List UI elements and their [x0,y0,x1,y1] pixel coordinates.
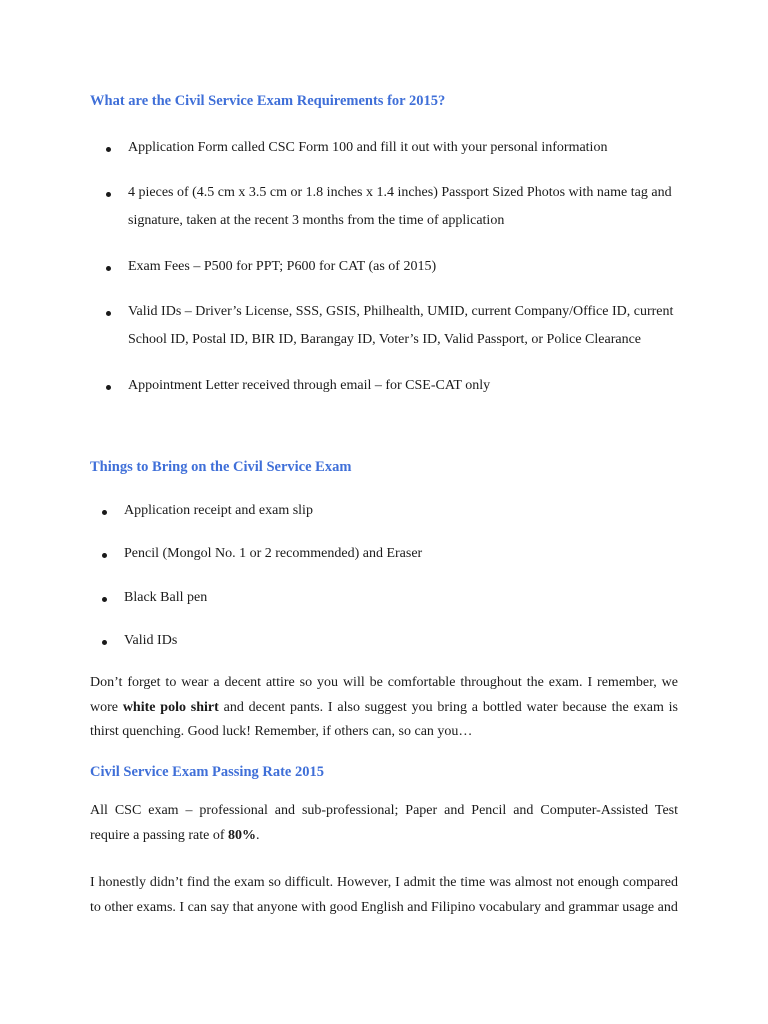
bullet-icon [106,192,111,197]
list-item-text: Application Form called CSC Form 100 and fill it out with your personal information [128,140,608,155]
things-to-bring-heading: Things to Bring on the Civil Service Exam [90,459,352,475]
paragraph-text: and decent pants. I also suggest you bring a bottled water because the exam is thirst quenching. Good luck! Remember, if others can, so can you… [90,699,678,739]
bullet-icon [106,266,111,271]
list-item-text: Valid IDs [124,633,178,648]
list-item-text: School ID, Postal ID, BIR ID, Barangay ID, Voter’s ID, Valid Passport, or Police Clearance [128,332,641,347]
paragraph-text: All CSC exam – professional and sub-professional; Paper and Pencil and Computer-Assisted Test require a passing rate of [90,803,678,843]
paragraph-bold-text: white polo shirt [122,699,219,715]
list-item-text: signature, taken at the recent 3 months from the time of application [128,213,505,228]
list-item-text: Valid IDs – Driver’s License, SSS, GSIS, Philhealth, UMID, current Company/Office ID, current [128,304,674,319]
bullet-icon [106,385,111,390]
list-item-text: Appointment Letter received through email – for CSE-CAT only [128,378,491,393]
paragraph-bold-text: 80% [228,827,256,843]
passing-rate-paragraph [90,799,678,848]
list-item-text: 4 pieces of (4.5 cm x 3.5 cm or 1.8 inches x 1.4 inches) Passport Sized Photos with name tag and [128,185,672,200]
experience-paragraph: I honestly didn’t find the exam so difficult. However, I admit the time was almost not enough compared to other exams. I can say that anyone with good English and Filipino vocabulary and grammar usage and [90,875,678,915]
paragraph-text: Don’t forget to wear a decent attire so you will be comfortable throughout the exam. I remember, we wore [90,675,678,715]
list-item-text: Application receipt and exam slip [124,503,313,518]
paragraph-text: . [256,827,260,843]
requirements-heading: What are the Civil Service Exam Requirements for 2015? [90,93,446,109]
bullet-icon [102,510,107,515]
list-item-text: Black Ball pen [124,590,208,605]
passing-rate-heading: Civil Service Exam Passing Rate 2015 [90,764,324,780]
bullet-icon [106,147,111,152]
bullet-icon [102,553,107,558]
attire-paragraph [90,671,678,745]
list-item-text: Exam Fees – P500 for PPT; P600 for CAT (as of 2015) [128,259,437,274]
bullet-icon [102,640,107,645]
bullet-icon [102,597,107,602]
bullet-icon [106,311,111,316]
list-item-text: Pencil (Mongol No. 1 or 2 recommended) and Eraser [124,546,423,561]
